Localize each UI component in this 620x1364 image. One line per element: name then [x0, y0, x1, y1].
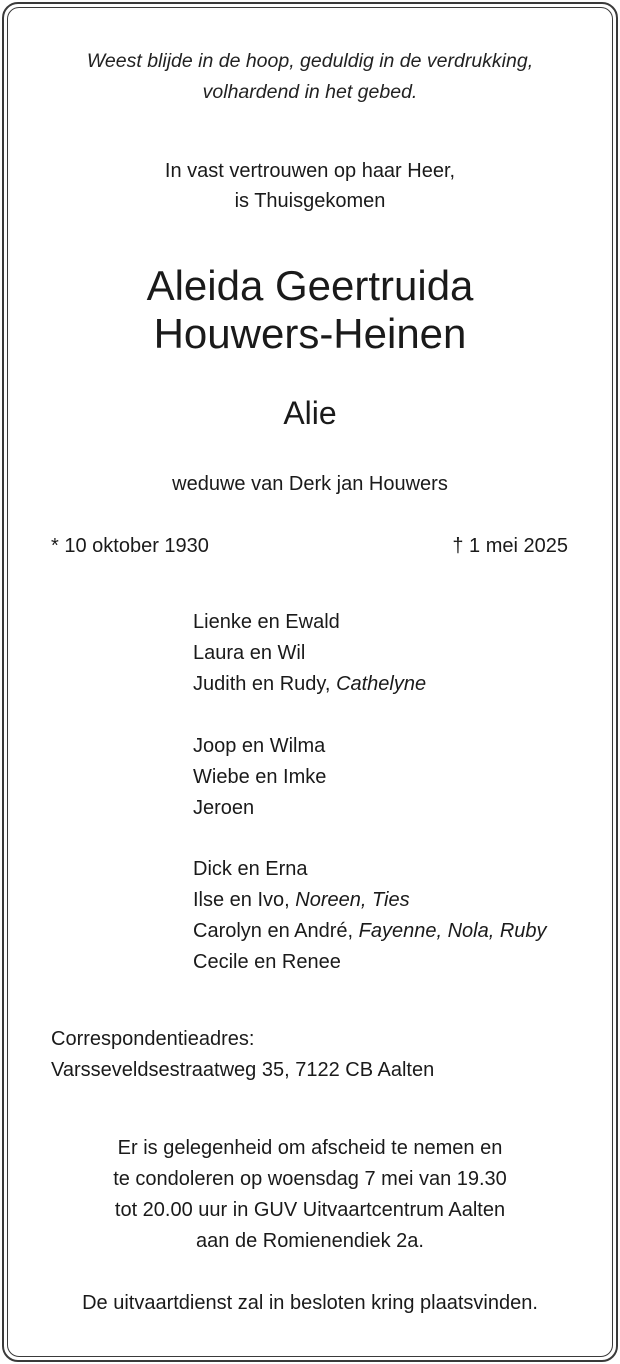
family-group-2 — [193, 731, 326, 824]
family-line: Jeroen — [193, 797, 255, 819]
condolence-line: aan de Romienendiek 2a. — [196, 1230, 424, 1252]
birth-date: * 10 oktober 1930 — [51, 535, 209, 557]
deceased-name — [0, 262, 620, 358]
family-line: Joop en Wilma — [193, 735, 326, 757]
address-value: Varsseveldsestraatweg 35, 7122 CB Aalten — [51, 1059, 435, 1081]
condolence-line: te condoleren op woensdag 7 mei van 19.30 — [113, 1168, 507, 1190]
intro-line: In vast vertrouwen op haar Heer, — [164, 160, 456, 182]
funeral-info: De uitvaartdienst zal in besloten kring plaatsvinden. — [82, 1292, 538, 1314]
condolence-line: Er is gelegenheid om afscheid te nemen en — [117, 1137, 503, 1159]
family-group-3 — [193, 854, 547, 978]
family-line: Laura en Wil — [193, 642, 306, 664]
intro-line: is Thuisgekomen — [234, 190, 386, 212]
name-line-last: Houwers-Heinen — [153, 310, 467, 357]
family-line: Judith en Rudy, Cathelyne — [193, 673, 427, 695]
family-line: Cecile en Renee — [193, 951, 341, 973]
verse-line: volhardend in het gebed. — [202, 81, 418, 103]
intro-text — [0, 156, 620, 216]
address-label: Correspondentieadres: — [51, 1028, 255, 1050]
condolence-info — [0, 1133, 620, 1257]
family-group-1 — [193, 607, 426, 700]
grandchildren: Noreen, Ties — [295, 889, 410, 911]
widow-of: weduwe van Derk jan Houwers — [172, 473, 448, 495]
death-date: † 1 mei 2025 — [452, 535, 568, 557]
verse-line: Weest blijde in de hoop, geduldig in de verdrukking, — [86, 50, 534, 72]
grandchildren: Cathelyne — [336, 673, 427, 695]
family-line: Ilse en Ivo, Noreen, Ties — [193, 889, 410, 911]
family-line: Carolyn en André, Fayenne, Nola, Ruby — [193, 920, 547, 942]
family-line: Wiebe en Imke — [193, 766, 327, 788]
grandchildren: Fayenne, Nola, Ruby — [358, 920, 547, 942]
family-line: Lienke en Ewald — [193, 611, 340, 633]
bible-verse — [0, 46, 620, 108]
correspondence-address — [51, 1024, 434, 1086]
name-line-first: Aleida Geertruida — [146, 262, 474, 309]
condolence-line: tot 20.00 uur in GUV Uitvaartcentrum Aalten — [114, 1199, 506, 1221]
family-line: Dick en Erna — [193, 858, 308, 880]
nickname: Alie — [283, 395, 337, 431]
